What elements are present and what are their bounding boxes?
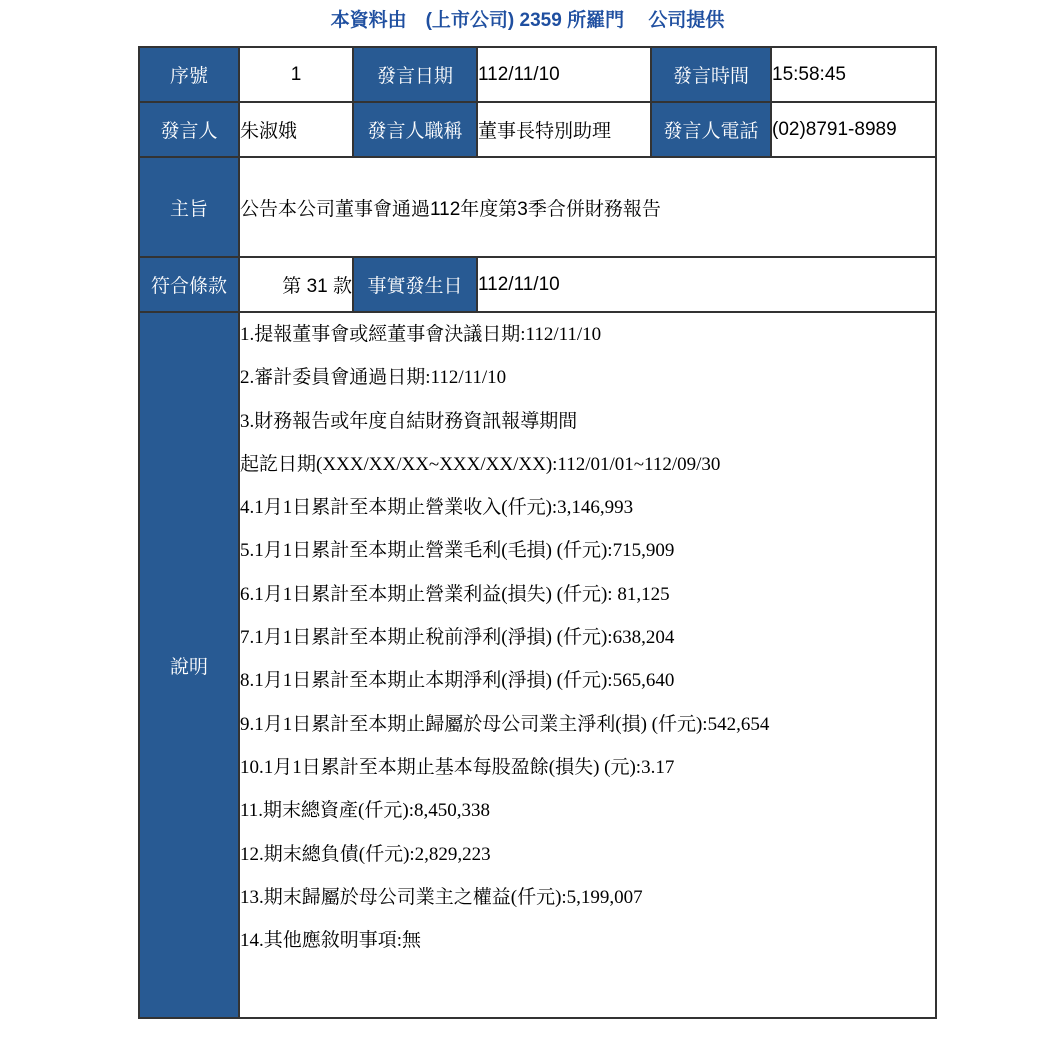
position-label: 發言人職稱 — [353, 102, 477, 157]
description-line: 8.1月1日累計至本期止本期淨利(淨損) (仟元):565,640 — [240, 670, 675, 692]
description-line: 14.其他應敘明事項:無 — [240, 930, 422, 952]
seq-label: 序號 — [139, 47, 239, 102]
row-seq — [139, 47, 936, 102]
description-line: 起訖日期(XXX/XX/XX~XXX/XX/XX):112/01/01~112/09/30 — [240, 453, 721, 475]
description-line: 6.1月1日累計至本期止營業利益(損失) (仟元): 81,125 — [240, 583, 670, 605]
date-label: 發言日期 — [353, 47, 477, 102]
description-line: 12.期末總負債(仟元):2,829,223 — [240, 843, 491, 865]
time-value: 15:58:45 — [771, 47, 936, 102]
phone-value: (02)8791-8989 — [771, 102, 936, 157]
clause-label: 符合條款 — [139, 257, 239, 312]
fact-date-value: 112/11/10 — [477, 257, 936, 312]
description-line: 13.期末歸屬於母公司業主之權益(仟元):5,199,007 — [240, 886, 643, 908]
time-label: 發言時間 — [651, 47, 771, 102]
phone-label: 發言人電話 — [651, 102, 771, 157]
row-speaker — [139, 102, 936, 157]
description-line: 10.1月1日累計至本期止基本每股盈餘(損失) (元):3.17 — [240, 756, 675, 778]
clause-value: 第 31 款 — [239, 257, 353, 312]
row-subject — [139, 157, 936, 257]
fact-date-label: 事實發生日 — [353, 257, 477, 312]
description-label: 說明 — [139, 312, 239, 1018]
announcement-table — [138, 46, 937, 1019]
date-value: 112/11/10 — [477, 47, 651, 102]
description-line: 11.期末總資產(仟元):8,450,338 — [240, 800, 490, 822]
seq-value: 1 — [239, 47, 353, 102]
position-value: 董事長特別助理 — [477, 102, 651, 157]
description-line: 2.審計委員會通過日期:112/11/10 — [240, 367, 507, 389]
row-description — [139, 312, 936, 1018]
description-line: 5.1月1日累計至本期止營業毛利(毛損) (仟元):715,909 — [240, 540, 675, 562]
description-line: 7.1月1日累計至本期止稅前淨利(淨損) (仟元):638,204 — [240, 627, 675, 649]
subject-value: 公告本公司董事會通過112年度第3季合併財務報告 — [239, 157, 936, 257]
row-clause — [139, 257, 936, 312]
description-body — [239, 312, 936, 1018]
description-line: 4.1月1日累計至本期止營業收入(仟元):3,146,993 — [240, 497, 634, 519]
description-line: 9.1月1日累計至本期止歸屬於母公司業主淨利(損) (仟元):542,654 — [240, 713, 770, 735]
description-line: 3.財務報告或年度自結財務資訊報導期間 — [240, 410, 578, 432]
speaker-value: 朱淑娥 — [239, 102, 353, 157]
speaker-label: 發言人 — [139, 102, 239, 157]
page-title: 本資料由 (上市公司) 2359 所羅門 公司提供 — [330, 10, 725, 31]
description-line: 1.提報董事會或經董事會決議日期:112/11/10 — [240, 324, 602, 345]
subject-label: 主旨 — [139, 157, 239, 257]
